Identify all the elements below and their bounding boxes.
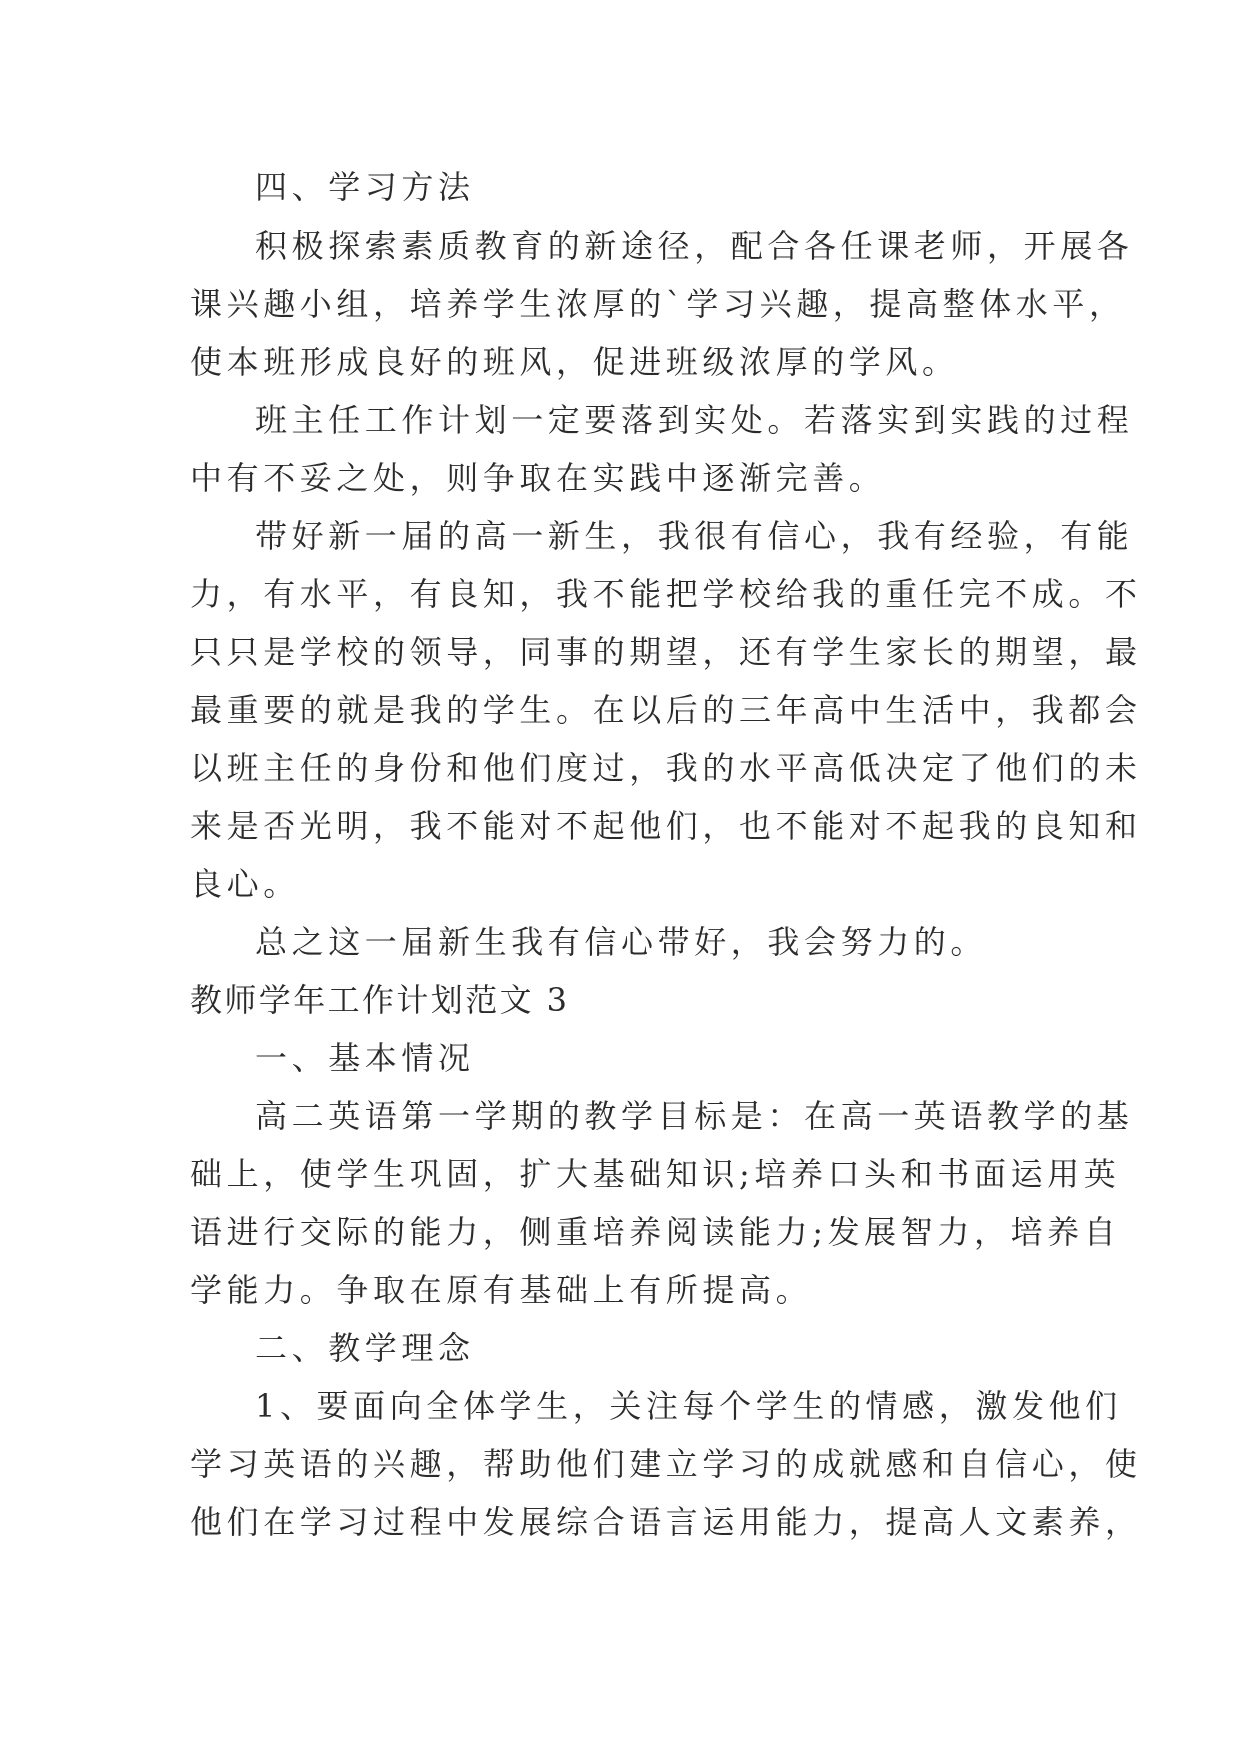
section-heading-basic-situation: 一、基本情况 xyxy=(255,1039,475,1077)
paragraph-line: 积极探索素质教育的新途径，配合各任课老师，开展各 xyxy=(255,227,1134,265)
paragraph-line: 1、要面向全体学生，关注每个学生的情感，激发他们 xyxy=(255,1387,1122,1425)
paragraph-line: 来是否光明，我不能对不起他们，也不能对不起我的良知和 xyxy=(190,807,1142,845)
paragraph-line: 学习英语的兴趣，帮助他们建立学习的成就感和自信心，使 xyxy=(190,1445,1142,1483)
paragraph-line: 础上，使学生巩固，扩大基础知识;培养口头和书面运用英 xyxy=(190,1155,1121,1193)
paragraph-line: 力，有水平，有良知，我不能把学校给我的重任完不成。不 xyxy=(190,575,1142,613)
section-heading-teaching-philosophy: 二、教学理念 xyxy=(255,1329,475,1367)
paragraph-line: 只只是学校的领导，同事的期望，还有学生家长的期望，最 xyxy=(190,633,1142,671)
paragraph-line: 总之这一届新生我有信心带好，我会努力的。 xyxy=(255,923,988,961)
paragraph-line: 学能力。争取在原有基础上有所提高。 xyxy=(190,1271,813,1309)
paragraph-line: 他们在学习过程中发展综合语言运用能力，提高人文素养， xyxy=(190,1503,1142,1541)
paragraph-line: 高二英语第一学期的教学目标是：在高一英语教学的基 xyxy=(255,1097,1134,1135)
paragraph-line: 语进行交际的能力，侧重培养阅读能力;发展智力，培养自 xyxy=(190,1213,1121,1251)
paragraph-line: 班主任工作计划一定要落到实处。若落实到实践的过程 xyxy=(255,401,1134,439)
paragraph-line: 中有不妥之处，则争取在实践中逐渐完善。 xyxy=(190,459,886,497)
paragraph-line: 以班主任的身份和他们度过，我的水平高低决定了他们的未 xyxy=(190,749,1142,787)
section-title-plan-3: 教师学年工作计划范文 3 xyxy=(190,981,570,1019)
paragraph-line: 课兴趣小组，培养学生浓厚的`学习兴趣，提高整体水平， xyxy=(190,285,1126,323)
paragraph-line: 最重要的就是我的学生。在以后的三年高中生活中，我都会 xyxy=(190,691,1142,729)
paragraph-line: 良心。 xyxy=(190,865,300,903)
paragraph-line: 使本班形成良好的班风，促进班级浓厚的学风。 xyxy=(190,343,959,381)
paragraph-line: 带好新一届的高一新生，我很有信心，我有经验，有能 xyxy=(255,517,1134,555)
section-heading-learning-methods: 四、学习方法 xyxy=(255,168,475,206)
